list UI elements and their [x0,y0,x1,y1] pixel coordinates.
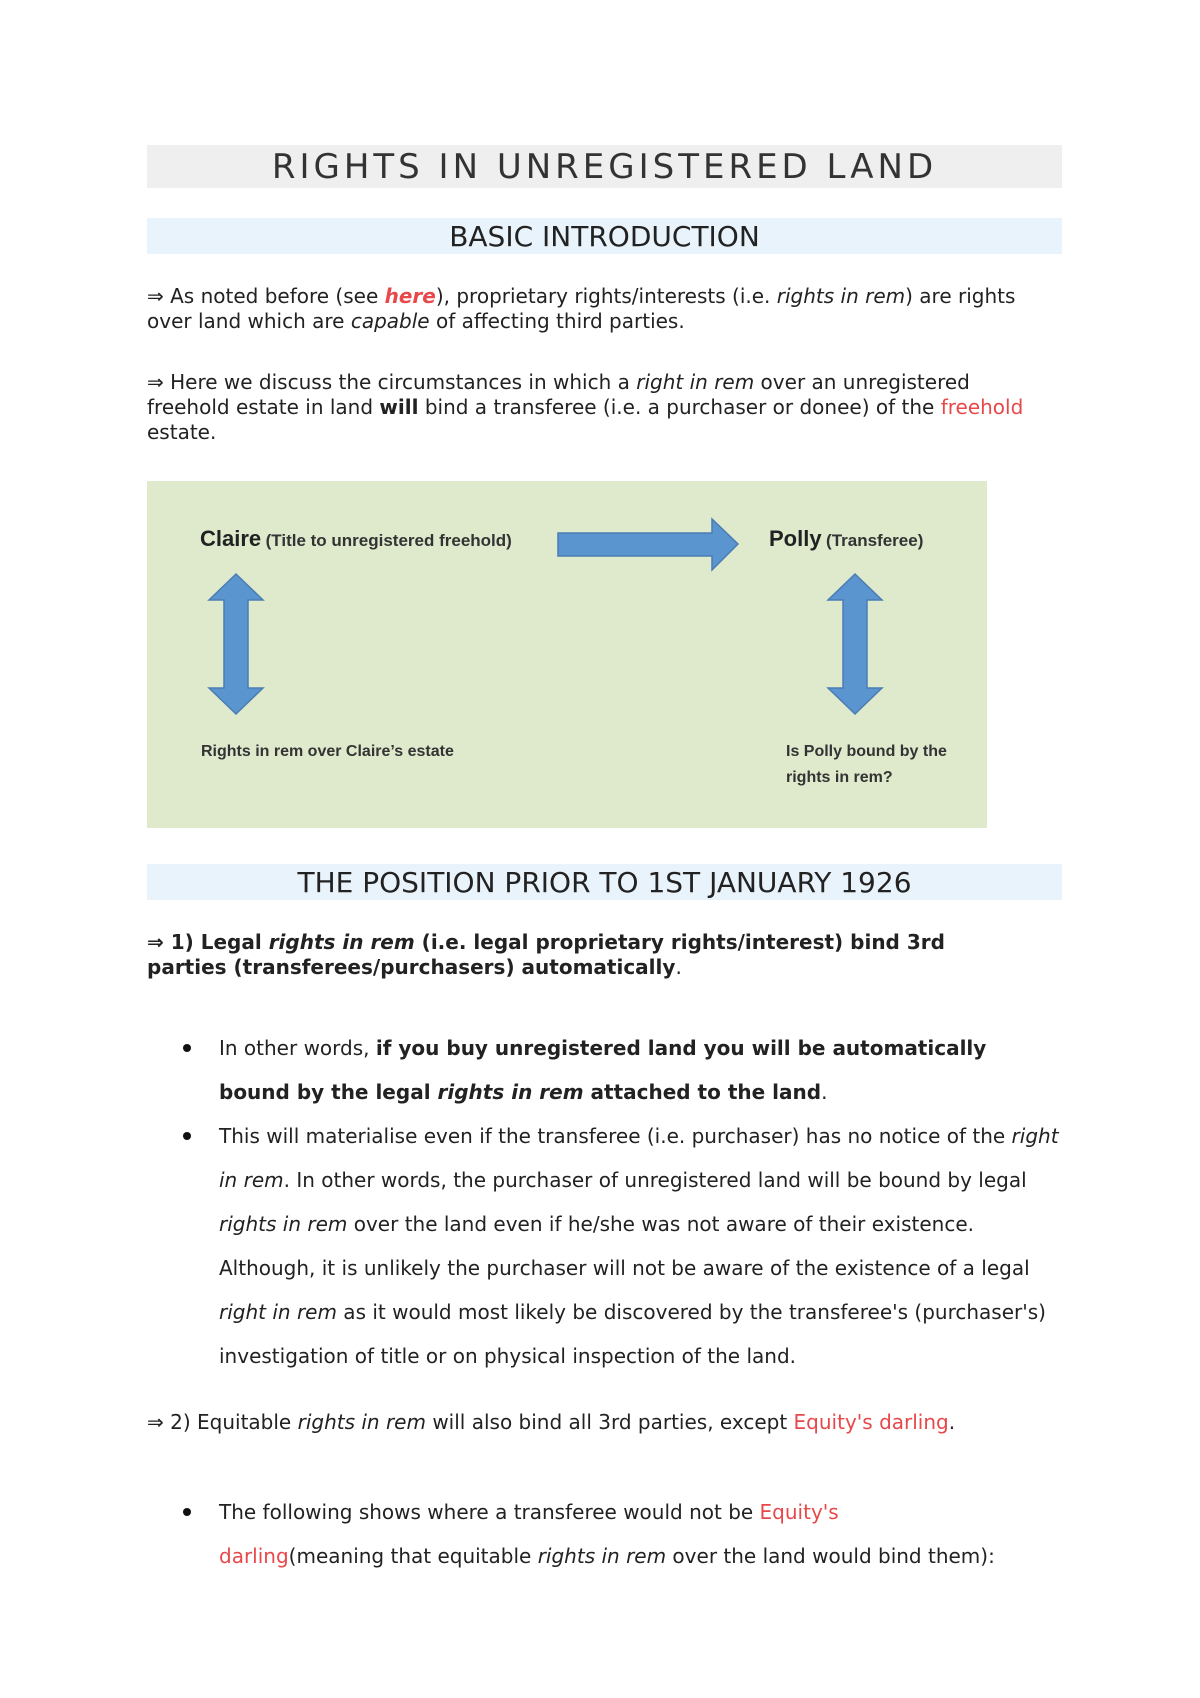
text-run-bold: if you buy unregistered land you will be automatically bound by the legal [219,1036,987,1104]
left-double-arrow-icon [209,574,263,714]
right-caption-line-2: rights in rem? [786,769,893,786]
text-run: estate. [147,420,217,444]
text-run: ), proprietary rights/interests (i.e. [435,284,777,308]
text-run-italic: rights in rem [268,930,415,954]
text-run-italic: rights in rem [219,1212,348,1236]
list-item [147,1026,1062,1114]
page-title: RIGHTS IN UNREGISTERED LAND [271,146,938,187]
left-caption: Rights in rem over Claire’s estate [201,743,454,760]
text-run-italic: capable [350,309,430,333]
text-run: ) are rights over land which are [147,284,1016,333]
text-run-italic: right in rem [219,1300,337,1324]
arrow-bullet-icon: ⇒ [147,370,164,394]
text-run: over the land would bind them): [666,1544,995,1568]
prior-paragraph-1 [147,930,1027,980]
text-run: . In other words, the purchaser of unregistered land will be bound by legal [283,1168,1027,1192]
section-heading-intro [147,218,1062,254]
text-run: In other words, [219,1036,376,1060]
arrow-bullet-icon: ⇒ [147,1410,164,1434]
text-run: (i.e. legal proprietary rights/interest) bind 3rd parties (transferees/purchasers) automatically [147,930,945,979]
text-run-italic: rights in rem [776,284,906,308]
text-run: (meaning that equitable [288,1544,538,1568]
right-double-arrow-icon [828,574,882,714]
equitys-darling-link[interactable]: Equity's [759,1500,839,1524]
claire-subtitle: (Title to unregistered freehold) [265,531,512,550]
section-heading-text: BASIC INTRODUCTION [449,219,760,253]
list-item [147,1490,1062,1578]
right-caption-line-1: Is Polly bound by the [786,743,947,760]
text-run: Here we discuss the circumstances in which a [163,370,637,394]
text-run: 1) Legal [163,930,269,954]
text-run-bold: attached to the land [583,1080,822,1104]
section-heading-prior [147,864,1062,900]
text-run: The following shows where a transferee would not be [219,1500,760,1524]
bullet-icon [183,1044,191,1052]
bullet-list-1 [147,1026,1062,1378]
right-caption [786,739,947,791]
prior-paragraph-2 [147,1410,1062,1435]
text-run: . [948,1410,956,1434]
polly-subtitle: (Transferee) [826,531,924,550]
text-run: over an unregistered freehold estate in land [147,370,970,419]
text-run-bold-italic: rights in rem [437,1080,584,1104]
text-run: . [821,1080,828,1104]
text-run-italic: right in rem [636,370,755,394]
text-run-italic: right in rem [219,1124,1059,1192]
arrow-bullet-icon: ⇒ [147,284,164,308]
claire-name: Claire [200,526,262,551]
text-run: As noted before (see [163,284,385,308]
intro-paragraph-1 [147,284,1062,334]
intro-paragraph-2 [147,370,1047,445]
text-run: This will materialise even if the transferee (i.e. purchaser) has no notice of the [219,1124,1012,1148]
transfer-diagram [147,481,987,828]
equitys-darling-link[interactable]: darling [219,1544,289,1568]
text-run: as it would most likely be discovered by the transferee's (purchaser's) investigation of title or on physical inspection of the land. [219,1300,1046,1368]
text-run: over the land even if he/she was not aware of their existence. Although, it is unlikely the purchaser will not be aware of the existence of a legal [219,1212,1030,1280]
section-heading-text: THE POSITION PRIOR TO 1ST JANUARY 1926 [297,865,912,899]
text-run: 2) Equitable [163,1410,298,1434]
text-run: bind a transferee (i.e. a purchaser or donee) of the [418,395,941,419]
polly-name: Polly [769,526,822,551]
bullet-list-2 [147,1490,1062,1578]
here-link[interactable]: here [384,284,436,308]
text-run: will also bind all 3rd parties, except [425,1410,794,1434]
bullet-icon [183,1508,191,1516]
freehold-link[interactable]: freehold [940,395,1024,419]
title-bar [147,145,1062,188]
transfer-arrow-icon [558,519,738,570]
text-run: of affecting third parties. [429,309,685,333]
bullet-icon [183,1132,191,1140]
arrow-bullet-icon: ⇒ [147,930,164,954]
text-run-italic: rights in rem [537,1544,667,1568]
text-run-bold: will [379,395,419,419]
text-run-italic: rights in rem [297,1410,426,1434]
list-item [147,1114,1062,1378]
text-run: . [675,955,682,979]
equitys-darling-link[interactable]: Equity's darling [793,1410,949,1434]
